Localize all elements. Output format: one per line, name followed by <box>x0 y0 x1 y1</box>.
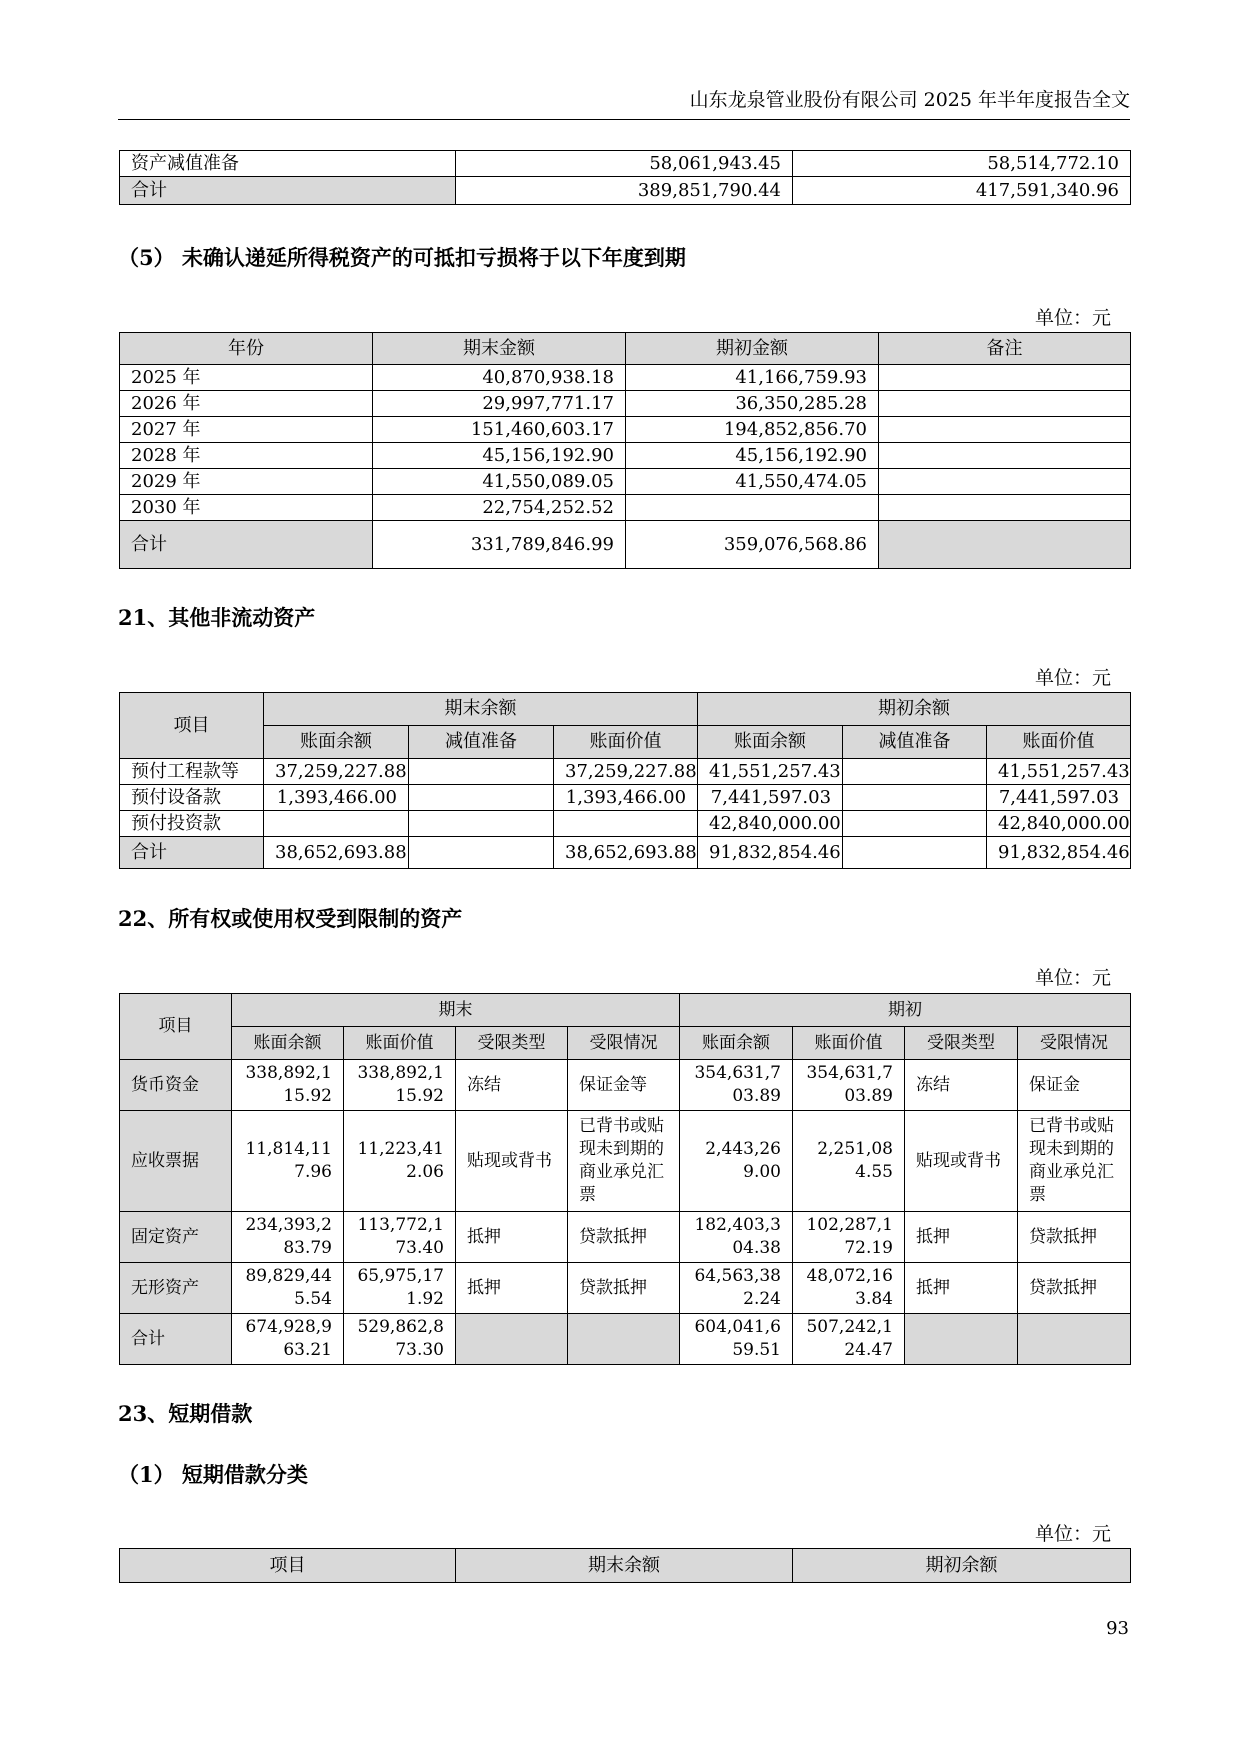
column-header: 账面价值 <box>987 726 1131 759</box>
total-row <box>120 1314 1131 1365</box>
section-heading: 23、短期借款 <box>118 1401 253 1426</box>
end-amount: 58,061,943.45 <box>456 151 793 177</box>
begin-book-balance: 7,441,597.03 <box>698 785 843 811</box>
begin-book-value: 48,072,163.84 <box>793 1263 905 1314</box>
end-amount: 29,997,771.17 <box>373 391 626 417</box>
header-rule <box>118 119 1130 120</box>
total-row <box>120 177 1131 205</box>
end-book-balance: 234,393,283.79 <box>232 1212 344 1263</box>
end-book-value: 65,975,171.92 <box>344 1263 456 1314</box>
begin-restriction-type: 抵押 <box>905 1212 1018 1263</box>
column-header: 年份 <box>120 333 373 365</box>
table-header-row <box>120 1549 1131 1583</box>
begin-amount: 45,156,192.90 <box>626 443 879 469</box>
begin-restriction-type: 贴现或背书 <box>905 1111 1018 1212</box>
table-impairment-continued <box>119 150 1131 205</box>
column-header: 受限情况 <box>568 1027 680 1060</box>
begin-amount: 359,076,568.86 <box>626 521 879 569</box>
end-book-value: 529,862,873.30 <box>344 1314 456 1365</box>
end-book-balance: 338,892,115.92 <box>232 1060 344 1111</box>
begin-restriction-type: 抵押 <box>905 1263 1018 1314</box>
row-label: 无形资产 <box>120 1263 232 1314</box>
column-header: 期末金额 <box>373 333 626 365</box>
column-header: 减值准备 <box>843 726 987 759</box>
year-cell: 2030 年 <box>120 495 373 521</box>
row-label: 预付工程款等 <box>120 759 264 785</box>
row-label: 应收票据 <box>120 1111 232 1212</box>
note-cell <box>879 469 1131 495</box>
begin-book-balance: 64,563,382.24 <box>680 1263 793 1314</box>
row-label: 合计 <box>120 1314 232 1365</box>
begin-amount: 41,550,474.05 <box>626 469 879 495</box>
unit-label: 单位：元 <box>1034 667 1111 689</box>
section-heading: （5） 未确认递延所得税资产的可抵扣亏损将于以下年度到期 <box>118 245 686 270</box>
end-restriction-detail: 贷款抵押 <box>568 1263 680 1314</box>
begin-amount: 194,852,856.70 <box>626 417 879 443</box>
end-book-balance <box>264 811 409 837</box>
table-header-row <box>120 693 1131 726</box>
group-header: 期初 <box>680 994 1131 1027</box>
begin-restriction-type <box>905 1314 1018 1365</box>
end-restriction-type: 抵押 <box>456 1263 568 1314</box>
section-heading: 22、所有权或使用权受到限制的资产 <box>118 906 463 931</box>
begin-amount <box>626 495 879 521</box>
table-header-row <box>120 333 1131 365</box>
begin-amount: 41,166,759.93 <box>626 365 879 391</box>
note-cell <box>879 521 1131 569</box>
begin-amount: 36,350,285.28 <box>626 391 879 417</box>
end-book-value: 113,772,173.40 <box>344 1212 456 1263</box>
end-restriction-detail: 贷款抵押 <box>568 1212 680 1263</box>
column-header: 账面余额 <box>232 1027 344 1060</box>
table-row <box>120 785 1131 811</box>
note-cell <box>879 417 1131 443</box>
table-row <box>120 811 1131 837</box>
table-row <box>120 1263 1131 1314</box>
begin-book-balance: 2,443,269.00 <box>680 1111 793 1212</box>
begin-book-value: 42,840,000.00 <box>987 811 1131 837</box>
end-restriction-detail: 保证金等 <box>568 1060 680 1111</box>
table-subheader-row <box>120 1027 1131 1060</box>
table-header-row <box>120 994 1131 1027</box>
end-book-value: 11,223,412.06 <box>344 1111 456 1212</box>
begin-amount: 417,591,340.96 <box>793 177 1131 205</box>
end-book-value: 37,259,227.88 <box>554 759 698 785</box>
total-row <box>120 837 1131 869</box>
unit-label: 单位：元 <box>1034 967 1111 989</box>
table-row <box>120 417 1131 443</box>
column-header: 减值准备 <box>409 726 554 759</box>
table-row <box>120 151 1131 177</box>
begin-restriction-detail: 已背书或贴现未到期的商业承兑汇票 <box>1018 1111 1131 1212</box>
begin-book-balance: 41,551,257.43 <box>698 759 843 785</box>
end-restriction-type: 冻结 <box>456 1060 568 1111</box>
row-label: 合计 <box>120 521 373 569</box>
begin-impairment <box>843 837 987 869</box>
end-book-balance: 674,928,963.21 <box>232 1314 344 1365</box>
year-cell: 2027 年 <box>120 417 373 443</box>
begin-book-balance: 604,041,659.51 <box>680 1314 793 1365</box>
note-cell <box>879 495 1131 521</box>
row-label: 固定资产 <box>120 1212 232 1263</box>
group-header: 期末余额 <box>264 693 698 726</box>
unit-label: 单位：元 <box>1034 307 1111 329</box>
end-amount: 331,789,846.99 <box>373 521 626 569</box>
end-restriction-detail: 已背书或贴现未到期的商业承兑汇票 <box>568 1111 680 1212</box>
table-row <box>120 1212 1131 1263</box>
begin-impairment <box>843 811 987 837</box>
table-row <box>120 391 1131 417</box>
end-restriction-type: 贴现或背书 <box>456 1111 568 1212</box>
column-header: 期初金额 <box>626 333 879 365</box>
end-book-value <box>554 811 698 837</box>
end-book-balance: 89,829,445.54 <box>232 1263 344 1314</box>
column-header: 账面余额 <box>680 1027 793 1060</box>
end-amount: 40,870,938.18 <box>373 365 626 391</box>
column-header: 受限情况 <box>1018 1027 1131 1060</box>
begin-restriction-detail: 贷款抵押 <box>1018 1263 1131 1314</box>
unit-label: 单位：元 <box>1034 1523 1111 1545</box>
group-header: 期末 <box>232 994 680 1027</box>
begin-book-value: 102,287,172.19 <box>793 1212 905 1263</box>
total-row <box>120 521 1131 569</box>
table-row <box>120 469 1131 495</box>
row-label: 预付设备款 <box>120 785 264 811</box>
begin-book-value: 354,631,703.89 <box>793 1060 905 1111</box>
column-header: 项目 <box>120 693 264 759</box>
table-row <box>120 495 1131 521</box>
end-book-value: 38,652,693.88 <box>554 837 698 869</box>
end-book-balance: 11,814,117.96 <box>232 1111 344 1212</box>
note-cell <box>879 365 1131 391</box>
begin-book-value: 507,242,124.47 <box>793 1314 905 1365</box>
row-label: 合计 <box>120 177 456 205</box>
section-heading: 21、其他非流动资产 <box>118 605 316 630</box>
column-header: 项目 <box>120 1549 456 1583</box>
table-row <box>120 365 1131 391</box>
row-label: 货币资金 <box>120 1060 232 1111</box>
column-header: 期末余额 <box>456 1549 793 1583</box>
begin-restriction-detail <box>1018 1314 1131 1365</box>
column-header: 项目 <box>120 994 232 1060</box>
row-label: 合计 <box>120 837 264 869</box>
begin-book-value: 41,551,257.43 <box>987 759 1131 785</box>
end-impairment <box>409 759 554 785</box>
begin-book-value: 2,251,084.55 <box>793 1111 905 1212</box>
column-header: 账面价值 <box>344 1027 456 1060</box>
begin-book-value: 91,832,854.46 <box>987 837 1131 869</box>
begin-book-balance: 91,832,854.46 <box>698 837 843 869</box>
column-header: 账面余额 <box>698 726 843 759</box>
begin-amount: 58,514,772.10 <box>793 151 1131 177</box>
end-amount: 45,156,192.90 <box>373 443 626 469</box>
note-cell <box>879 391 1131 417</box>
end-amount: 151,460,603.17 <box>373 417 626 443</box>
table-row <box>120 443 1131 469</box>
table-row <box>120 759 1131 785</box>
year-cell: 2028 年 <box>120 443 373 469</box>
begin-impairment <box>843 785 987 811</box>
end-book-value: 1,393,466.00 <box>554 785 698 811</box>
year-cell: 2029 年 <box>120 469 373 495</box>
begin-book-balance: 42,840,000.00 <box>698 811 843 837</box>
table-row <box>120 1060 1131 1111</box>
column-header: 受限类型 <box>456 1027 568 1060</box>
row-label: 预付投资款 <box>120 811 264 837</box>
end-amount: 389,851,790.44 <box>456 177 793 205</box>
table-deductible-losses <box>119 332 1131 569</box>
column-header: 账面余额 <box>264 726 409 759</box>
column-header: 受限类型 <box>905 1027 1018 1060</box>
end-book-balance: 37,259,227.88 <box>264 759 409 785</box>
begin-restriction-type: 冻结 <box>905 1060 1018 1111</box>
end-impairment <box>409 785 554 811</box>
begin-restriction-detail: 保证金 <box>1018 1060 1131 1111</box>
column-header: 备注 <box>879 333 1131 365</box>
end-restriction-type: 抵押 <box>456 1212 568 1263</box>
table-restricted-assets <box>119 993 1131 1365</box>
end-restriction-detail <box>568 1314 680 1365</box>
table-short-term-loans <box>119 1548 1131 1583</box>
group-header: 期初余额 <box>698 693 1131 726</box>
end-book-value: 338,892,115.92 <box>344 1060 456 1111</box>
end-restriction-type <box>456 1314 568 1365</box>
row-label: 资产减值准备 <box>120 151 456 177</box>
year-cell: 2025 年 <box>120 365 373 391</box>
begin-book-balance: 354,631,703.89 <box>680 1060 793 1111</box>
begin-impairment <box>843 759 987 785</box>
note-cell <box>879 443 1131 469</box>
end-amount: 41,550,089.05 <box>373 469 626 495</box>
column-header: 期初余额 <box>793 1549 1131 1583</box>
year-cell: 2026 年 <box>120 391 373 417</box>
column-header: 账面价值 <box>793 1027 905 1060</box>
begin-book-balance: 182,403,304.38 <box>680 1212 793 1263</box>
end-amount: 22,754,252.52 <box>373 495 626 521</box>
subsection-heading: （1） 短期借款分类 <box>118 1462 308 1487</box>
end-impairment <box>409 837 554 869</box>
end-impairment <box>409 811 554 837</box>
table-row <box>120 1111 1131 1212</box>
page-number: 93 <box>1106 1618 1129 1639</box>
column-header: 账面价值 <box>554 726 698 759</box>
end-book-balance: 38,652,693.88 <box>264 837 409 869</box>
end-book-balance: 1,393,466.00 <box>264 785 409 811</box>
table-other-noncurrent-assets <box>119 692 1131 869</box>
begin-restriction-detail: 贷款抵押 <box>1018 1212 1131 1263</box>
page-header: 山东龙泉管业股份有限公司 2025 年半年度报告全文 <box>689 89 1130 111</box>
begin-book-value: 7,441,597.03 <box>987 785 1131 811</box>
table-subheader-row <box>120 726 1131 759</box>
